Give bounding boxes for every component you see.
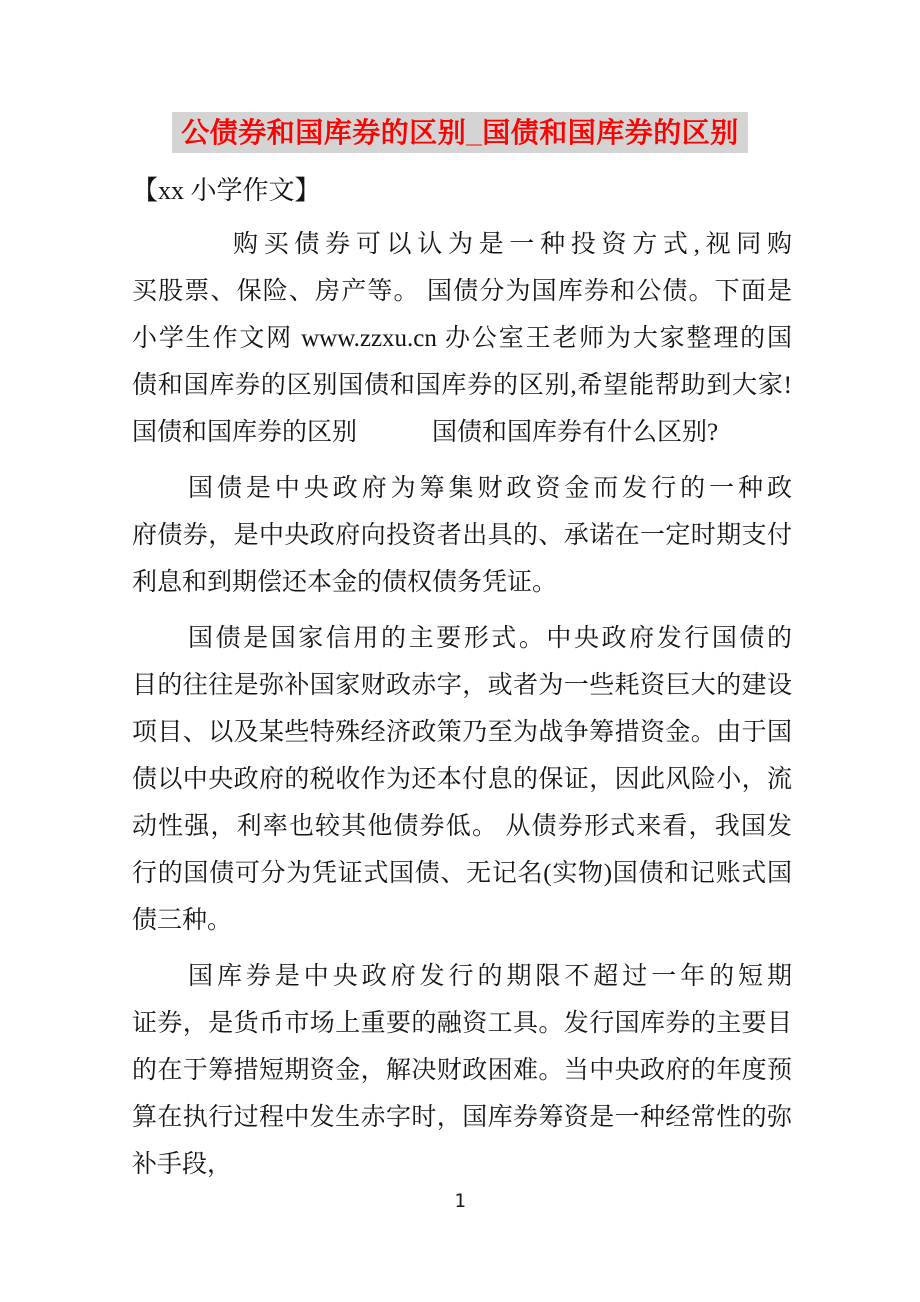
paragraph-guozhai-definition [132, 465, 792, 606]
paragraph-guokuquan [132, 953, 792, 1188]
text-line: 算在执行过程中发生赤字时，国库券筹资是一种经常性的弥 [132, 1104, 792, 1131]
text-line: 项目、以及某些特殊经济政策乃至为战争筹措资金。由于国 [132, 719, 792, 746]
document-title: 公债券和国库券的区别_国债和国库券的区别 [172, 112, 748, 153]
document-body [132, 221, 792, 1197]
byline: 【xx 小学作文】 [132, 176, 321, 205]
text-line: 购买债券可以认为是一种投资方式,视同购 [233, 231, 792, 258]
text-line: 小学生作文网 www.zzxu.cn 办公室王老师为大家整理的国 [132, 325, 792, 352]
text-line: 利息和到期偿还本金的债权债务凭证。 [132, 569, 558, 596]
text-line: 国债是中央政府为筹集财政资金而发行的一种政 [188, 475, 792, 502]
text-line: 动性强，利率也较其他债券低。 从债券形式来看，我国发 [132, 813, 792, 840]
text-line: 债三种。 [132, 907, 233, 934]
title-row [0, 112, 920, 153]
text-line: 债以中央政府的税收作为还本付息的保证，因此风险小，流 [132, 766, 792, 793]
page-number: 1 [454, 1190, 466, 1212]
page-footer [0, 1190, 920, 1212]
text-line: 国债是国家信用的主要形式。中央政府发行国债的 [188, 625, 792, 652]
text-line: 买股票、保险、房产等。 国债分为国库券和公债。下面是 [132, 278, 792, 305]
text-line: 证券，是货币市场上重要的融资工具。发行国库券的主要目 [132, 1010, 792, 1037]
text-line: 补手段， [132, 1151, 233, 1178]
paragraph-guozhai-purpose [132, 615, 792, 944]
text-line: 府债券，是中央政府向投资者出具的、承诺在一定时期支付 [132, 522, 792, 549]
paragraph-intro [132, 221, 792, 456]
text-line: 国库券是中央政府发行的期限不超过一年的短期 [188, 963, 792, 990]
text-line: 债和国库券的区别国债和国库券的区别,希望能帮助到大家! [132, 372, 792, 399]
text-line: 国债和国库券的区别 国债和国库券有什么区别? [132, 419, 719, 446]
text-line: 行的国债可分为凭证式国债、无记名(实物)国债和记账式国 [132, 860, 792, 887]
text-line: 目的往往是弥补国家财政赤字，或者为一些耗资巨大的建设 [132, 672, 792, 699]
text-line: 的在于筹措短期资金，解决财政困难。当中央政府的年度预 [132, 1057, 792, 1084]
